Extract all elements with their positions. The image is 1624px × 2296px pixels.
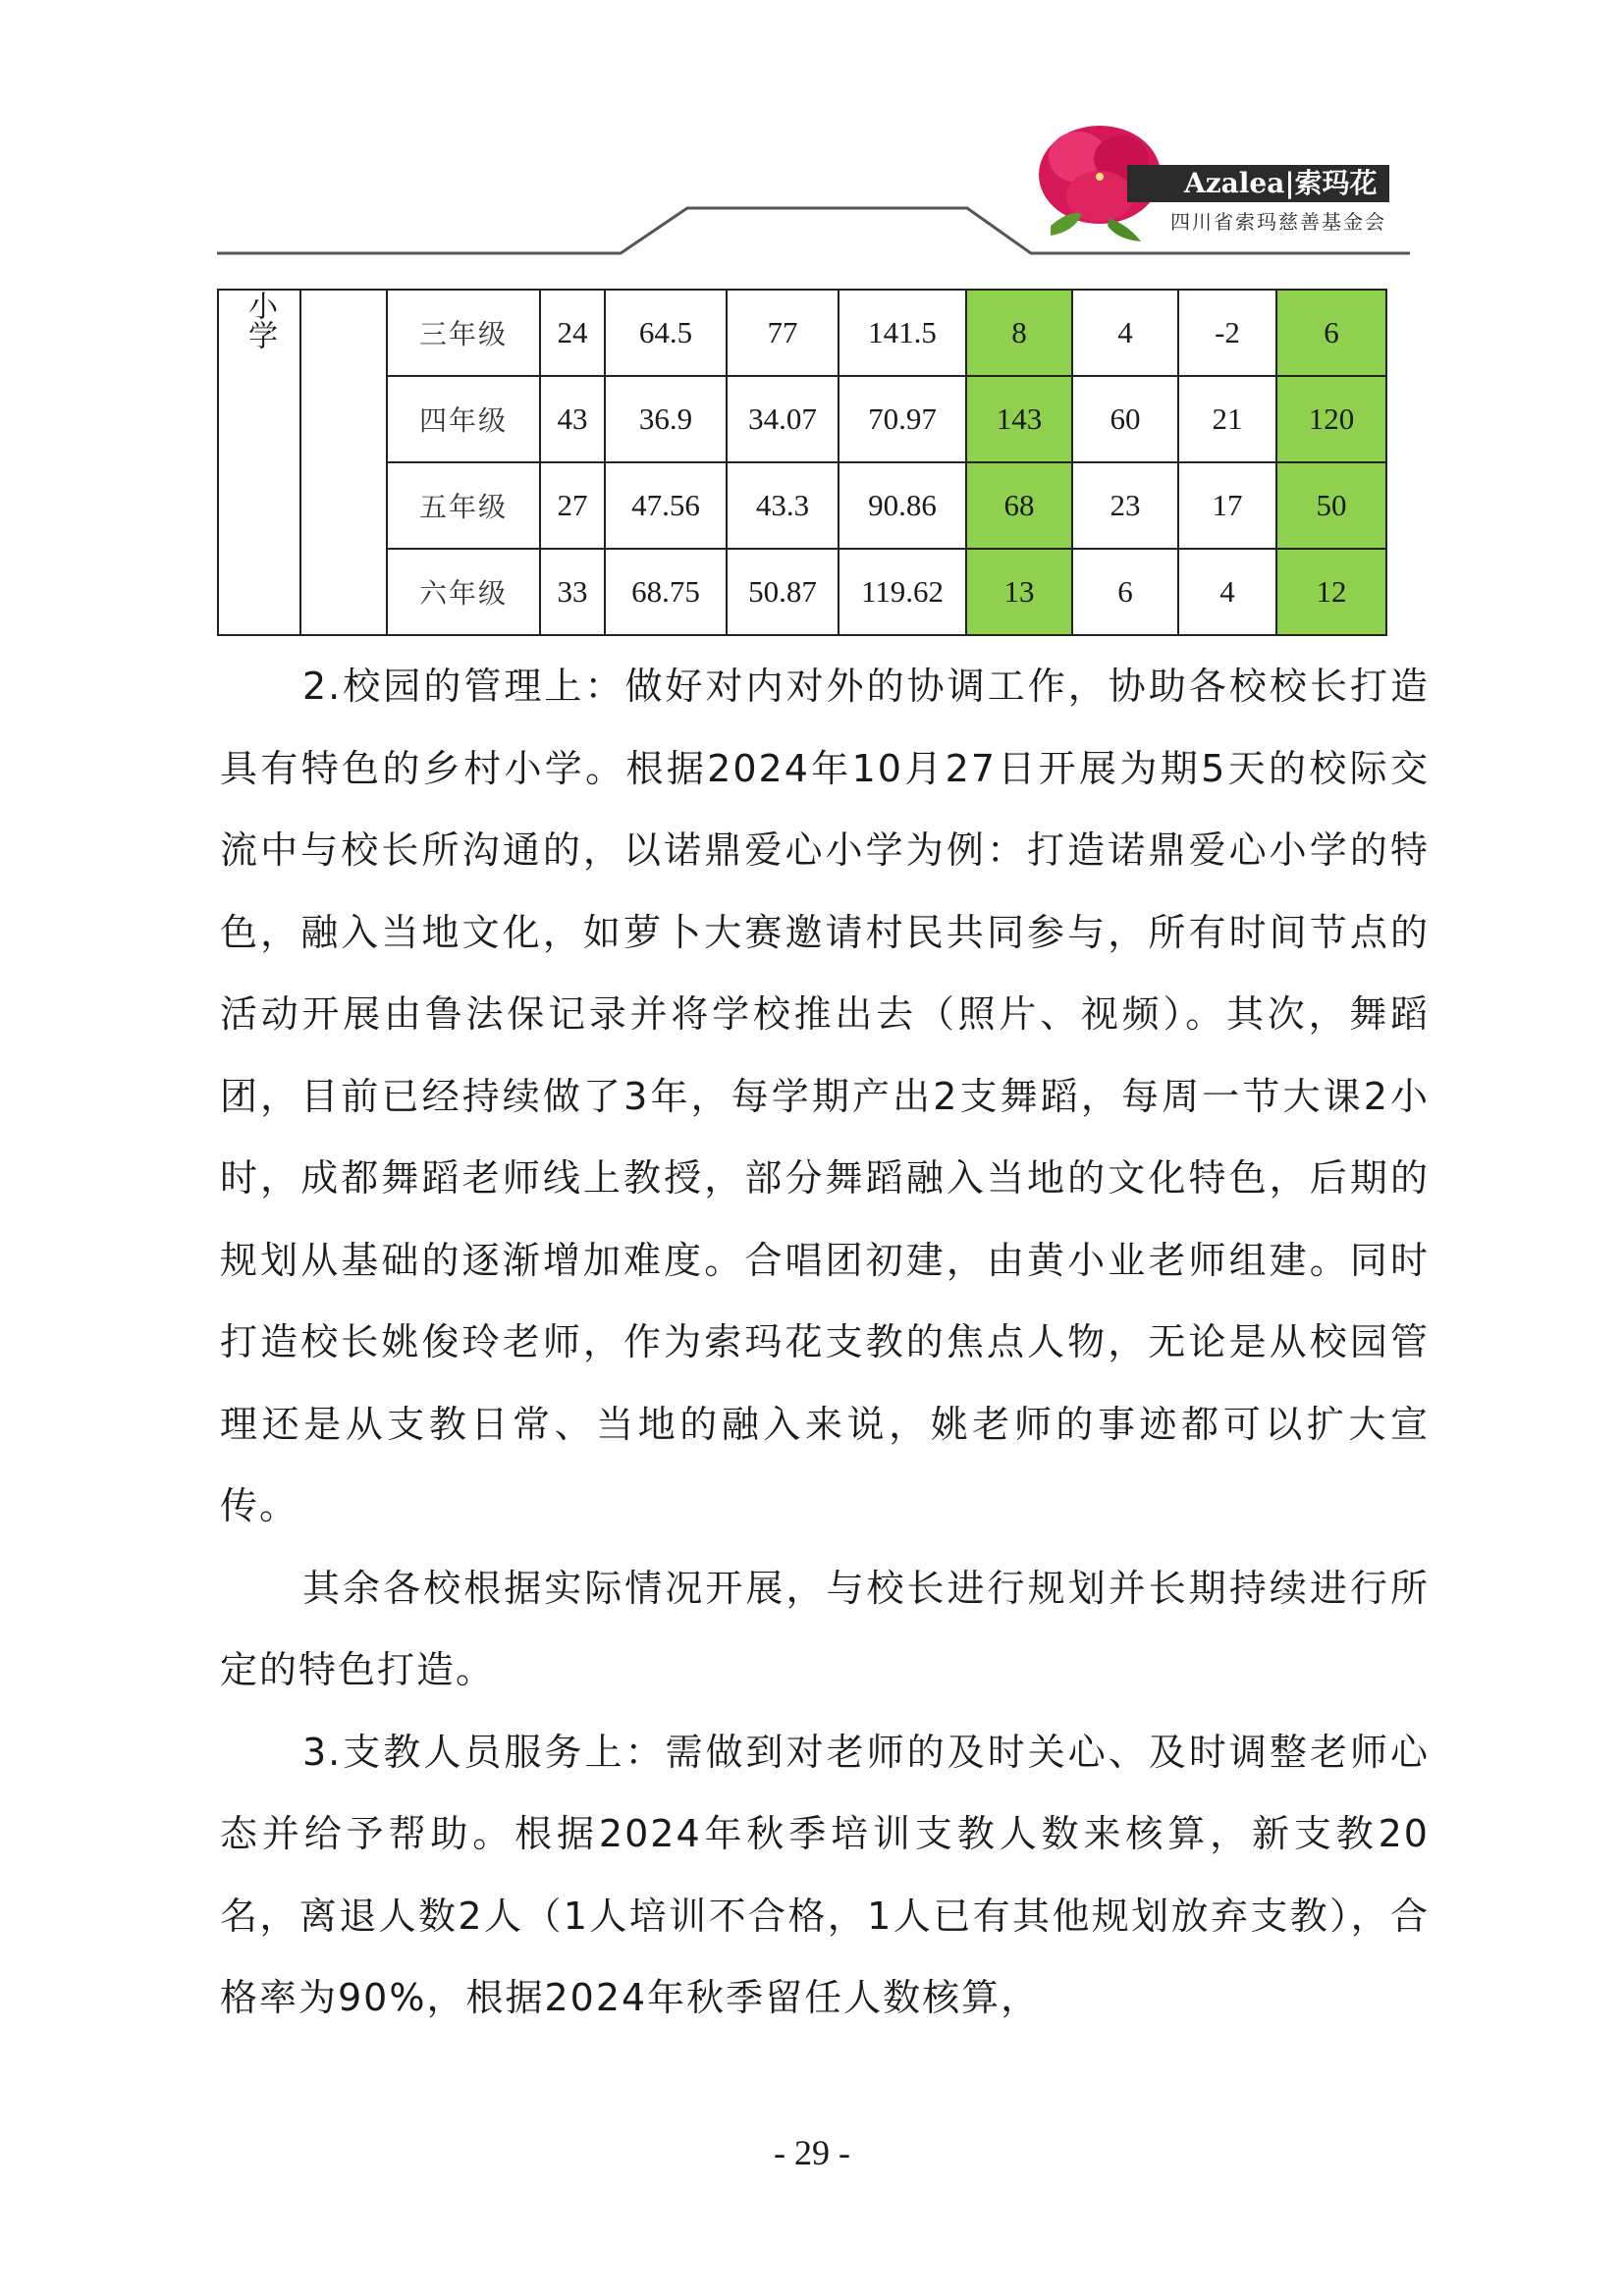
paragraph: 其余各校根据实际情况开展，与校长进行规划并长期持续进行所定的特色打造。 bbox=[220, 1566, 1430, 1691]
table-cell: 21 bbox=[1178, 376, 1276, 462]
table-cell: 36.9 bbox=[605, 376, 727, 462]
table-cell: 90.86 bbox=[839, 462, 966, 549]
table-cell: 64.5 bbox=[605, 290, 727, 376]
highlighted-cell: 120 bbox=[1276, 376, 1386, 462]
table-cell: 6 bbox=[1072, 549, 1178, 635]
table-cell: 27 bbox=[540, 462, 605, 549]
table-cell: 43 bbox=[540, 376, 605, 462]
table-row bbox=[218, 376, 1386, 462]
table-cell: 68.75 bbox=[605, 549, 727, 635]
foundation-logo bbox=[1031, 116, 1386, 243]
grade-cell: 五年级 bbox=[387, 462, 540, 549]
grade-statistics-table bbox=[217, 289, 1387, 636]
highlighted-cell: 68 bbox=[966, 462, 1072, 549]
highlighted-cell: 6 bbox=[1276, 290, 1386, 376]
table-row bbox=[218, 549, 1386, 635]
table-cell: 33 bbox=[540, 549, 605, 635]
table-row bbox=[218, 462, 1386, 549]
table-cell: 4 bbox=[1072, 290, 1178, 376]
table-row bbox=[218, 290, 1386, 376]
table-cell: 4 bbox=[1178, 549, 1276, 635]
grade-cell: 三年级 bbox=[387, 290, 540, 376]
table-cell: 141.5 bbox=[839, 290, 966, 376]
table-cell: -2 bbox=[1178, 290, 1276, 376]
table-cell: 47.56 bbox=[605, 462, 727, 549]
table-cell: 60 bbox=[1072, 376, 1178, 462]
logo-subtitle: 四川省索玛慈善基金会 bbox=[1170, 210, 1386, 234]
body-text bbox=[220, 646, 1430, 2040]
table-cell: 17 bbox=[1178, 462, 1276, 549]
school-level-cell: 小学 bbox=[218, 290, 300, 635]
table-cell: 34.07 bbox=[727, 376, 839, 462]
grade-cell: 六年级 bbox=[387, 549, 540, 635]
paragraph: 3.支教人员服务上：需做到对老师的及时关心、及时调整老师心态并给予帮助。根据2024年秋季培训支教人数来核算，新支教20名，离退人数2人（1人培训不合格，1人已有其他规划放弃支教），合格率为90%，根据2024年秋季留任人数核算， bbox=[220, 1730, 1430, 2019]
table-cell: 77 bbox=[727, 290, 839, 376]
highlighted-cell: 8 bbox=[966, 290, 1072, 376]
grade-cell: 四年级 bbox=[387, 376, 540, 462]
table-cell: 50.87 bbox=[727, 549, 839, 635]
highlighted-cell: 12 bbox=[1276, 549, 1386, 635]
table-cell: 23 bbox=[1072, 462, 1178, 549]
table-cell: 70.97 bbox=[839, 376, 966, 462]
highlighted-cell: 13 bbox=[966, 549, 1072, 635]
highlighted-cell: 143 bbox=[966, 376, 1072, 462]
page-number: - 29 - bbox=[774, 2133, 850, 2172]
table-cell: 24 bbox=[540, 290, 605, 376]
empty-cell bbox=[300, 290, 387, 635]
paragraph: 2.校园的管理上：做好对内对外的协调工作，协助各校校长打造具有特色的乡村小学。根据2024年10月27日开展为期5天的校际交流中与校长所沟通的，以诺鼎爱心小学为例：打造诺鼎爱心小学的特色，融入当地文化，如萝卜大赛邀请村民共同参与，所有时间节点的活动开展由鲁法保记录并将学校推出去（照片、视频）。其次，舞蹈团，目前已经持续做了3年，每学期产出2支舞蹈，每周一节大课2小时，成都舞蹈老师线上教授，部分舞蹈融入当地的文化特色，后期的规划从基础的逐渐增加难度。合唱团初建，由黄小业老师组建。同时打造校长姚俊玲老师，作为索玛花支教的焦点人物，无论是从校园管理还是从支教日常、当地的融入来说，姚老师的事迹都可以扩大宣传。 bbox=[220, 665, 1430, 1527]
table-cell: 43.3 bbox=[727, 462, 839, 549]
logo-title: Azalea|索玛花 bbox=[1127, 165, 1389, 202]
table-cell: 119.62 bbox=[839, 549, 966, 635]
highlighted-cell: 50 bbox=[1276, 462, 1386, 549]
